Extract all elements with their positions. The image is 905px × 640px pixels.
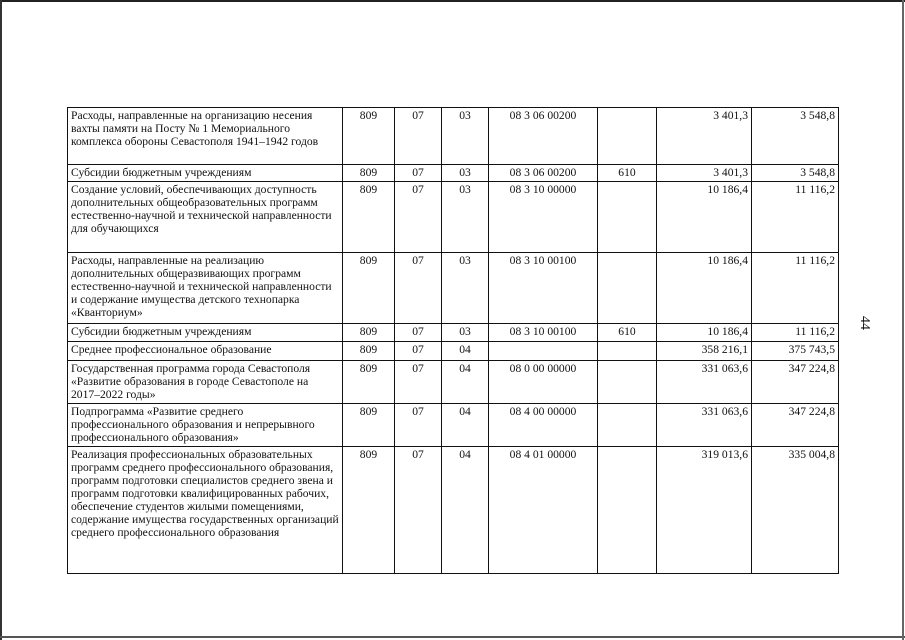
ministry-code: 809	[343, 404, 395, 447]
scan-border-top	[0, 0, 905, 2]
table-row	[68, 361, 839, 404]
row-name: Создание условий, обеспечивающих доступность дополнительных общеобразовательных программ естественно-научной и технической направленности для обучающихся	[68, 182, 343, 253]
row-name: Подпрограмма «Развитие среднего профессионального образования и непрерывного профессионального образования»	[68, 404, 343, 447]
scan-border-left	[0, 0, 2, 640]
target-article	[489, 342, 598, 361]
section-code: 07	[395, 404, 442, 447]
target-article: 08 4 00 00000	[489, 404, 598, 447]
expense-type	[598, 404, 657, 447]
row-name: Расходы, направленные на реализацию дополнительных общеразвивающих программ естественно-научной и технической направленности и содержание имущества детского технопарка «Кванториум»	[68, 253, 343, 324]
page-number: 44	[857, 316, 872, 330]
target-article: 08 3 10 00000	[489, 182, 598, 253]
row-name: Субсидии бюджетным учреждениям	[68, 324, 343, 342]
ministry-code: 809	[343, 447, 395, 574]
sum-2022: 375 743,5	[752, 342, 839, 361]
target-article: 08 4 01 00000	[489, 447, 598, 574]
target-article: 08 3 10 00100	[489, 324, 598, 342]
row-name: Расходы, направленные на организацию несения вахты памяти на Посту № 1 Мемориального комплекса обороны Севастополя 1941–1942 годов	[68, 108, 343, 165]
expense-type: 610	[598, 324, 657, 342]
ministry-code: 809	[343, 165, 395, 182]
row-name: Реализация профессиональных образовательных программ среднего профессионального образования, программ подготовки специалистов среднего звена и программ подготовки квалифицированных рабочих, обеспечение студентов жилыми помещениями, содержание имущества государственных организаций среднего профессионального образования	[68, 447, 343, 574]
table-row	[68, 404, 839, 447]
sum-2022: 11 116,2	[752, 182, 839, 253]
table-row	[68, 182, 839, 253]
sum-2021: 331 063,6	[657, 404, 752, 447]
scan-border-bottom	[0, 636, 905, 638]
ministry-code: 809	[343, 108, 395, 165]
sum-2021: 3 401,3	[657, 165, 752, 182]
target-article: 08 3 10 00100	[489, 253, 598, 324]
sum-2022: 335 004,8	[752, 447, 839, 574]
row-name: Государственная программа города Севастополя «Развитие образования в городе Севастополе на 2017–2022 годы»	[68, 361, 343, 404]
target-article: 08 3 06 00200	[489, 108, 598, 165]
target-article: 08 3 06 00200	[489, 165, 598, 182]
subsection-code: 04	[442, 361, 489, 404]
expense-type	[598, 342, 657, 361]
section-code: 07	[395, 342, 442, 361]
sum-2021: 358 216,1	[657, 342, 752, 361]
expense-type	[598, 108, 657, 165]
budget-table	[67, 107, 839, 574]
table-row	[68, 342, 839, 361]
ministry-code: 809	[343, 253, 395, 324]
section-code: 07	[395, 108, 442, 165]
subsection-code: 03	[442, 253, 489, 324]
sum-2021: 331 063,6	[657, 361, 752, 404]
section-code: 07	[395, 165, 442, 182]
sum-2021: 10 186,4	[657, 182, 752, 253]
row-name: Субсидии бюджетным учреждениям	[68, 165, 343, 182]
subsection-code: 03	[442, 182, 489, 253]
subsection-code: 04	[442, 447, 489, 574]
subsection-code: 03	[442, 108, 489, 165]
subsection-code: 03	[442, 165, 489, 182]
section-code: 07	[395, 253, 442, 324]
expense-type: 610	[598, 165, 657, 182]
expense-type	[598, 361, 657, 404]
sum-2022: 347 224,8	[752, 404, 839, 447]
ministry-code: 809	[343, 361, 395, 404]
sum-2022: 3 548,8	[752, 108, 839, 165]
table-row	[68, 324, 839, 342]
ministry-code: 809	[343, 182, 395, 253]
table-row	[68, 165, 839, 182]
expense-type	[598, 182, 657, 253]
sum-2022: 11 116,2	[752, 253, 839, 324]
subsection-code: 04	[442, 404, 489, 447]
sum-2021: 10 186,4	[657, 324, 752, 342]
sum-2022: 11 116,2	[752, 324, 839, 342]
table-row	[68, 253, 839, 324]
sum-2021: 3 401,3	[657, 108, 752, 165]
sum-2022: 347 224,8	[752, 361, 839, 404]
table-row	[68, 108, 839, 165]
section-code: 07	[395, 361, 442, 404]
section-code: 07	[395, 324, 442, 342]
section-code: 07	[395, 447, 442, 574]
sum-2021: 319 013,6	[657, 447, 752, 574]
expense-type	[598, 253, 657, 324]
target-article: 08 0 00 00000	[489, 361, 598, 404]
row-name: Среднее профессиональное образование	[68, 342, 343, 361]
scan-border-right	[902, 0, 904, 640]
expense-type	[598, 447, 657, 574]
sum-2022: 3 548,8	[752, 165, 839, 182]
section-code: 07	[395, 182, 442, 253]
ministry-code: 809	[343, 324, 395, 342]
sum-2021: 10 186,4	[657, 253, 752, 324]
subsection-code: 03	[442, 324, 489, 342]
table-row	[68, 447, 839, 574]
subsection-code: 04	[442, 342, 489, 361]
ministry-code: 809	[343, 342, 395, 361]
